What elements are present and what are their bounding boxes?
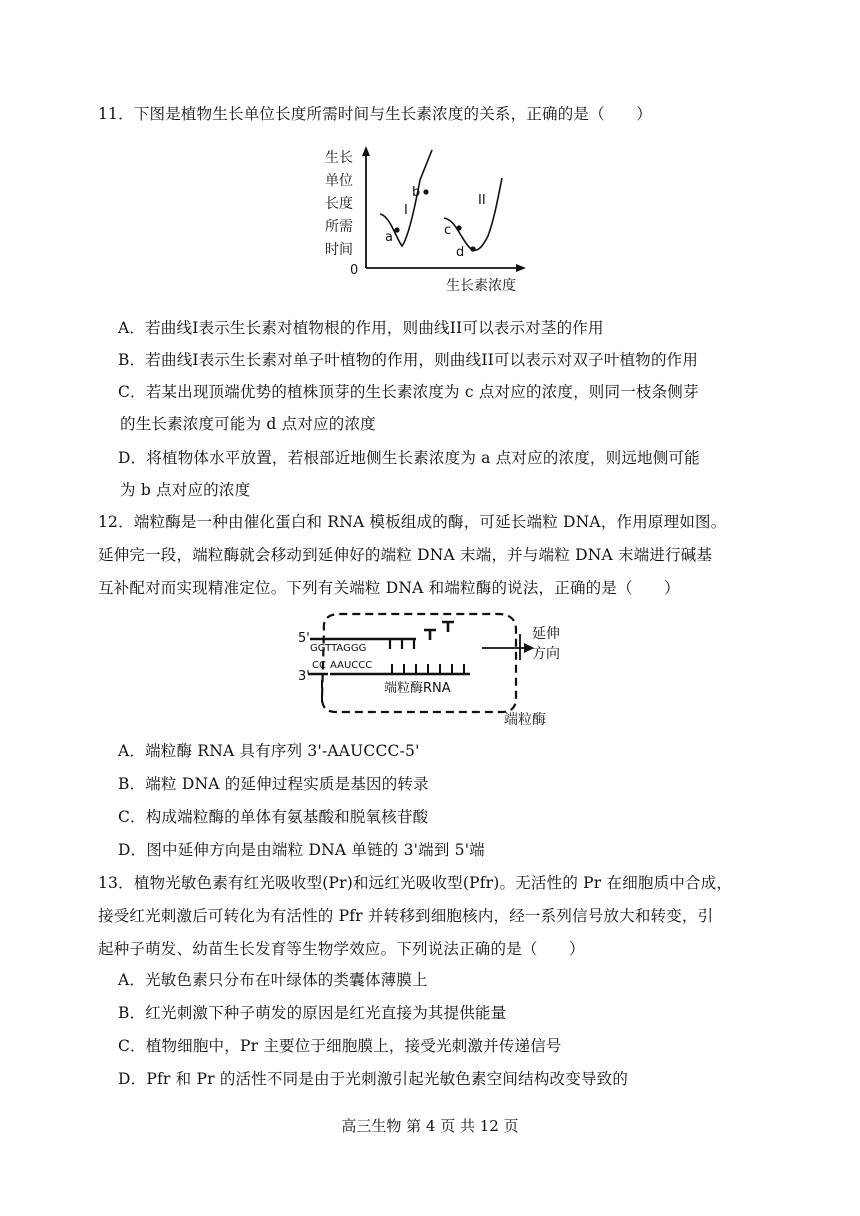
q13-stem-1: 13．植物光敏色素有红光吸收型(Pr)和远红光吸收型(Pfr)。无活性的 Pr 在细胞质中合成， xyxy=(98,874,733,892)
q13-stem-2: 接受红光刺激后可转化为有活性的 Pfr 并转移到细胞核内，经一系列信号放大和转变，引 xyxy=(98,907,714,925)
curve-2-label: II xyxy=(478,193,486,208)
q11-figure xyxy=(320,142,540,298)
q11-option-d: D．将植物体水平放置，若根部近地侧生长素浓度为 a 点对应的浓度，则远地侧可能 xyxy=(118,449,700,467)
origin-label: 0 xyxy=(350,263,359,278)
q12-option-a: A．端粒酶 RNA 具有序列 3'-AAUCCC-5' xyxy=(118,742,420,760)
q13-option-a: A．光敏色素只分布在叶绿体的类囊体薄膜上 xyxy=(118,971,428,989)
q11-option-c: C．若某出现顶端优势的植株顶芽的生长素浓度为 c 点对应的浓度，则同一枝条侧芽 xyxy=(118,383,699,401)
q11-option-d-cont: 为 b 点对应的浓度 xyxy=(120,481,251,499)
q11-option-c-cont: 的生长素浓度可能为 d 点对应的浓度 xyxy=(120,415,376,433)
q12-option-b: B．端粒 DNA 的延伸过程实质是基因的转录 xyxy=(118,775,429,793)
top-sequence: GGTTAGGG xyxy=(310,643,367,654)
y-axis-arrow xyxy=(362,146,370,156)
curve-1-label: I xyxy=(404,203,408,218)
free-nucleotide xyxy=(424,630,436,640)
bottom-prefix: CC xyxy=(312,660,326,671)
q13-option-c: C．植物细胞中，Pr 主要位于细胞膜上，接受光刺激并传递信号 xyxy=(118,1037,562,1055)
point-b-dot xyxy=(423,189,428,194)
point-a-label: a xyxy=(385,230,393,245)
y-label-1: 生长 xyxy=(325,150,353,166)
point-d-dot xyxy=(470,246,475,251)
bottom-sequence: AAUCCC xyxy=(330,660,373,671)
curve-2 xyxy=(444,178,502,250)
point-a-dot xyxy=(394,227,399,232)
rna-label: 端粒酶RNA xyxy=(384,681,451,696)
q13-stem-3: 起种子萌发、幼苗生长发育等生物学效应。下列说法正确的是（ ） xyxy=(98,940,585,958)
q12-option-d: D．图中延伸方向是由端粒 DNA 单链的 3'端到 5'端 xyxy=(118,841,485,859)
y-label-3: 长度 xyxy=(325,196,353,212)
q12-stem-2: 延伸完一段，端粒酶就会移动到延伸好的端粒 DNA 末端，并与端粒 DNA 末端进行碱基 xyxy=(98,546,713,564)
q12-figure xyxy=(292,608,572,732)
point-d-label: d xyxy=(456,245,465,260)
q13-option-b: B．红光刺激下种子萌发的原因是红光直接为其提供能量 xyxy=(118,1004,507,1022)
page-footer: 高三生物 第 4 页 共 12 页 xyxy=(341,1117,519,1135)
five-prime-label: 5' xyxy=(298,631,310,646)
direction-label-2: 方向 xyxy=(532,646,560,662)
point-b-label: b xyxy=(412,185,421,200)
direction-label-1: 延伸 xyxy=(532,626,560,642)
growth-time-graph xyxy=(320,142,540,298)
point-c-dot xyxy=(456,225,461,230)
x-axis-arrow xyxy=(516,264,526,272)
x-label: 生长素浓度 xyxy=(446,278,516,294)
q13-option-d: D．Pfr 和 Pr 的活性不同是由于光刺激引起光敏色素空间结构改变导致的 xyxy=(118,1070,629,1088)
free-nucleotide xyxy=(442,622,454,632)
point-c-label: c xyxy=(444,223,452,238)
telomerase-diagram xyxy=(292,608,572,732)
y-label-2: 单位 xyxy=(325,173,353,189)
y-label-4: 所需 xyxy=(325,219,353,235)
q11-option-a: A．若曲线I表示生长素对植物根的作用，则曲线II可以表示对茎的作用 xyxy=(118,319,604,337)
three-prime-label: 3' xyxy=(298,669,310,684)
q11-option-b: B．若曲线I表示生长素对单子叶植物的作用，则曲线II可以表示对双子叶植物的作用 xyxy=(118,351,699,369)
q12-stem-3: 互补配对而实现精准定位。下列有关端粒 DNA 和端粒酶的说法，正确的是（ ） xyxy=(98,579,680,597)
y-label-5: 时间 xyxy=(325,242,353,258)
q12-option-c: C．构成端粒酶的单体有氨基酸和脱氧核苷酸 xyxy=(118,808,429,826)
q12-stem-1: 12．端粒酶是一种由催化蛋白和 RNA 模板组成的酶，可延长端粒 DNA，作用原理如图。 xyxy=(98,513,727,531)
q11-stem: 11．下图是植物生长单位长度所需时间与生长素浓度的关系，正确的是（ ） xyxy=(98,105,652,123)
enzyme-label: 端粒酶 xyxy=(504,712,546,728)
